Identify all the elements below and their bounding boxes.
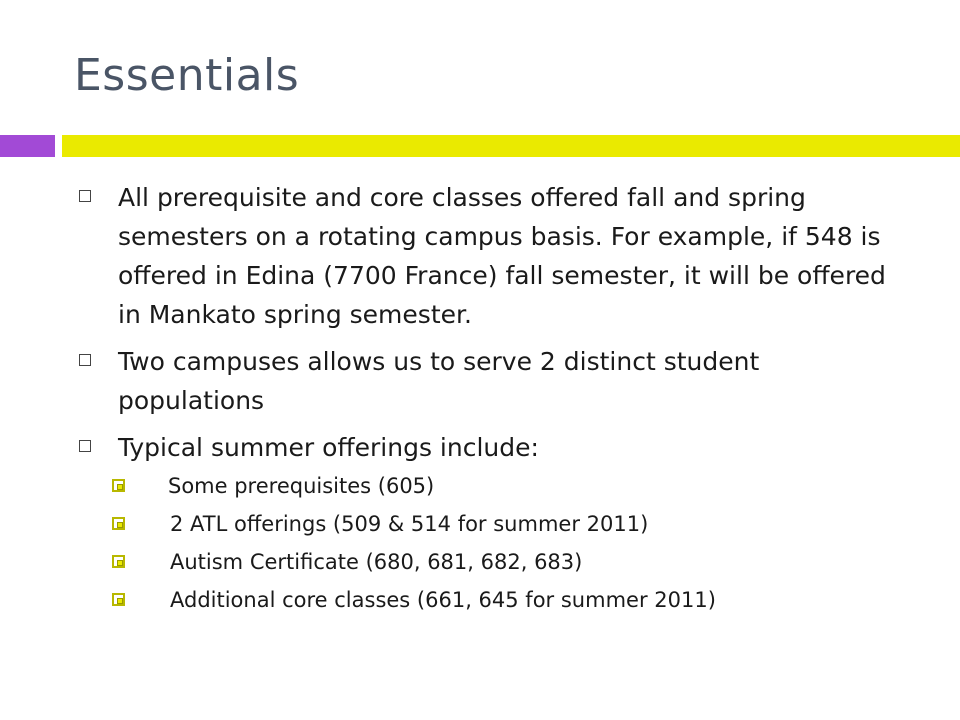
sub-bullet-item	[76, 547, 906, 577]
bullet-item	[76, 178, 906, 334]
hollow-square-icon	[79, 190, 91, 202]
accent-bar-purple	[0, 135, 55, 157]
sub-bullet-text: Additional core classes (661, 645 for summer 2011)	[170, 588, 716, 612]
sub-bullet-text: 2 ATL offerings (509 & 514 for summer 2011)	[170, 512, 649, 536]
sub-bullet-text: Autism Certificate (680, 681, 682, 683)	[170, 550, 583, 574]
accent-bar-yellow	[62, 135, 960, 157]
yellow-square-bullet-icon	[112, 479, 125, 492]
bullet-text: Typical summer offerings include:	[118, 433, 539, 462]
sub-bullet-item	[76, 585, 906, 615]
yellow-square-bullet-icon	[112, 517, 125, 530]
sub-bullet-text: Some prerequisites (605)	[168, 474, 435, 498]
bullet-list	[76, 178, 906, 623]
yellow-square-bullet-icon	[112, 593, 125, 606]
sub-bullet-item	[76, 471, 906, 501]
bullet-item	[76, 342, 906, 420]
yellow-square-bullet-icon	[112, 555, 125, 568]
slide-title: Essentials	[74, 50, 300, 101]
hollow-square-icon	[79, 354, 91, 366]
sub-bullet-item	[76, 509, 906, 539]
bullet-item	[76, 428, 906, 467]
bullet-text: All prerequisite and core classes offered fall and spring semesters on a rotating campus basis. For example, if 548 is offered in Edina (7700 France) fall semester, it will be offered in Mankato spring semester.	[118, 183, 886, 329]
hollow-square-icon	[79, 440, 91, 452]
bullet-text: Two campuses allows us to serve 2 distinct student populations	[118, 347, 760, 415]
